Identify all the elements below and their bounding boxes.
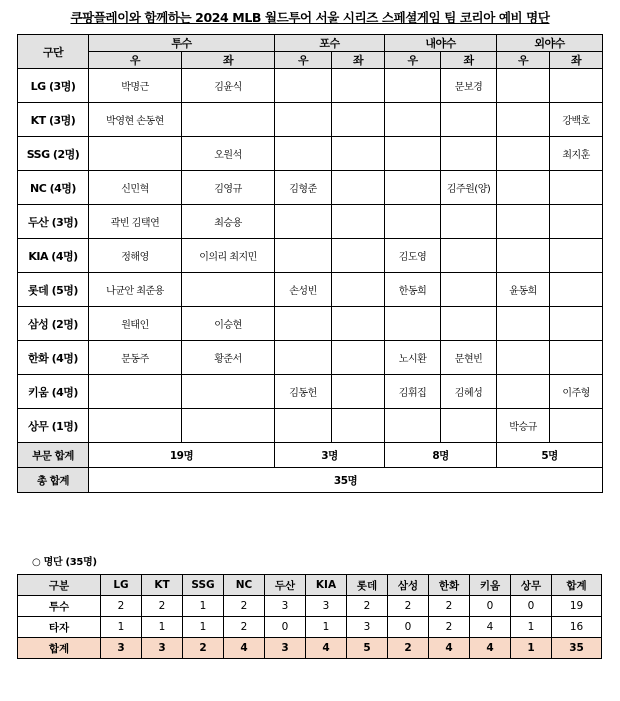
- summary-row: [18, 596, 602, 617]
- summary-value-cell: 16: [552, 617, 602, 638]
- summary-header-cell: LG: [101, 575, 142, 596]
- player-cell: [497, 375, 550, 409]
- document-title: 쿠팡플레이와 함께하는 2024 MLB 월드투어 서울 시리즈 스페셜게임 팀 코리아 예비 명단: [70, 10, 550, 25]
- team-name: 삼성 (2명): [18, 307, 89, 341]
- summary-value-cell: 0: [388, 617, 429, 638]
- header-infield-right: 우: [385, 52, 441, 69]
- roster-row: [18, 69, 603, 103]
- player-cell: [89, 409, 182, 443]
- summary-row-label: 타자: [18, 617, 101, 638]
- player-cell: [182, 375, 275, 409]
- roster-row: [18, 137, 603, 171]
- player-cell: 문동주: [89, 341, 182, 375]
- player-cell: [550, 205, 603, 239]
- summary-value-cell: 3: [347, 617, 388, 638]
- player-cell: [275, 409, 332, 443]
- player-cell: 한동희: [385, 273, 441, 307]
- player-cell: [441, 307, 497, 341]
- summary-value-cell: 4: [470, 617, 511, 638]
- header-outfield-left: 좌: [550, 52, 603, 69]
- player-cell: [497, 171, 550, 205]
- roster-table: [17, 34, 603, 493]
- player-cell: [441, 103, 497, 137]
- team-name: 롯데 (5명): [18, 273, 89, 307]
- roster-row: [18, 171, 603, 205]
- player-cell: [275, 205, 332, 239]
- header-pitcher: 투수: [89, 35, 275, 52]
- summary-header-cell: 두산: [265, 575, 306, 596]
- player-cell: 신민혁: [89, 171, 182, 205]
- summary-value-cell: 3: [265, 596, 306, 617]
- header-catcher: 포수: [275, 35, 385, 52]
- summary-value-cell: 3: [142, 638, 183, 659]
- team-name: KIA (4명): [18, 239, 89, 273]
- player-cell: [550, 171, 603, 205]
- roster-row: [18, 239, 603, 273]
- total-value: 35명: [89, 468, 603, 493]
- summary-header-cell: SSG: [183, 575, 224, 596]
- team-name: SSG (2명): [18, 137, 89, 171]
- summary-value-cell: 1: [511, 638, 552, 659]
- team-name: LG (3명): [18, 69, 89, 103]
- player-cell: [385, 205, 441, 239]
- header-outfield-right: 우: [497, 52, 550, 69]
- subtotal-infield: 8명: [385, 443, 497, 468]
- summary-value-cell: 2: [388, 638, 429, 659]
- player-cell: 문현빈: [441, 341, 497, 375]
- player-cell: 원태인: [89, 307, 182, 341]
- summary-value-cell: 4: [470, 638, 511, 659]
- player-cell: 김동헌: [275, 375, 332, 409]
- player-cell: [332, 341, 385, 375]
- summary-row: [18, 638, 602, 659]
- subtotal-pitcher: 19명: [89, 443, 275, 468]
- team-name: 상무 (1명): [18, 409, 89, 443]
- summary-header-cell: KT: [142, 575, 183, 596]
- subtotal-label: 부문 합계: [18, 443, 89, 468]
- player-cell: [332, 273, 385, 307]
- player-cell: 강백호: [550, 103, 603, 137]
- player-cell: [550, 69, 603, 103]
- summary-value-cell: 19: [552, 596, 602, 617]
- team-name: 한화 (4명): [18, 341, 89, 375]
- player-cell: [332, 409, 385, 443]
- player-cell: 나균안 최준용: [89, 273, 182, 307]
- player-cell: 박영현 손동현: [89, 103, 182, 137]
- player-cell: [332, 103, 385, 137]
- summary-value-cell: 4: [306, 638, 347, 659]
- summary-row-label: 합계: [18, 638, 101, 659]
- player-cell: 오원석: [182, 137, 275, 171]
- player-cell: [441, 273, 497, 307]
- roster-row: [18, 341, 603, 375]
- subtotal-catcher: 3명: [275, 443, 385, 468]
- header-pitcher-right: 우: [89, 52, 182, 69]
- player-cell: [385, 409, 441, 443]
- summary-value-cell: 1: [183, 617, 224, 638]
- player-cell: 김혜성: [441, 375, 497, 409]
- summary-value-cell: 0: [265, 617, 306, 638]
- summary-value-cell: 3: [265, 638, 306, 659]
- summary-value-cell: 4: [429, 638, 470, 659]
- player-cell: [497, 69, 550, 103]
- summary-row: [18, 617, 602, 638]
- player-cell: [385, 307, 441, 341]
- player-cell: 정해영: [89, 239, 182, 273]
- player-cell: 김윤식: [182, 69, 275, 103]
- player-cell: 박승규: [497, 409, 550, 443]
- summary-value-cell: 0: [511, 596, 552, 617]
- player-cell: [550, 341, 603, 375]
- player-cell: [550, 307, 603, 341]
- player-cell: [441, 409, 497, 443]
- player-cell: 이의리 최지민: [182, 239, 275, 273]
- player-cell: [497, 341, 550, 375]
- summary-value-cell: 1: [183, 596, 224, 617]
- summary-value-cell: 2: [142, 596, 183, 617]
- team-name: 키움 (4명): [18, 375, 89, 409]
- player-cell: 박명근: [89, 69, 182, 103]
- header-outfield: 외야수: [497, 35, 603, 52]
- player-cell: [441, 239, 497, 273]
- player-cell: [182, 409, 275, 443]
- summary-value-cell: 3: [306, 596, 347, 617]
- team-name: KT (3명): [18, 103, 89, 137]
- player-cell: 김형준: [275, 171, 332, 205]
- roster-row: [18, 273, 603, 307]
- player-cell: 김도영: [385, 239, 441, 273]
- summary-row-label: 투수: [18, 596, 101, 617]
- player-cell: [89, 137, 182, 171]
- player-cell: [332, 375, 385, 409]
- summary-value-cell: 35: [552, 638, 602, 659]
- player-cell: [550, 409, 603, 443]
- summary-value-cell: 2: [429, 617, 470, 638]
- player-cell: 이승현: [182, 307, 275, 341]
- summary-value-cell: 2: [101, 596, 142, 617]
- player-cell: [385, 171, 441, 205]
- summary-value-cell: 1: [511, 617, 552, 638]
- roster-row: [18, 307, 603, 341]
- player-cell: [385, 137, 441, 171]
- summary-header-cell: 롯데: [347, 575, 388, 596]
- player-cell: [385, 69, 441, 103]
- player-cell: [441, 137, 497, 171]
- player-cell: [182, 273, 275, 307]
- summary-value-cell: 5: [347, 638, 388, 659]
- header-infield: 내야수: [385, 35, 497, 52]
- header-team: 구단: [18, 35, 89, 69]
- player-cell: [332, 137, 385, 171]
- summary-value-cell: 4: [224, 638, 265, 659]
- player-cell: [385, 103, 441, 137]
- player-cell: [497, 307, 550, 341]
- summary-value-cell: 0: [470, 596, 511, 617]
- header-infield-left: 좌: [441, 52, 497, 69]
- player-cell: [332, 205, 385, 239]
- player-cell: [497, 205, 550, 239]
- player-cell: [89, 375, 182, 409]
- player-cell: [275, 341, 332, 375]
- player-cell: 최지훈: [550, 137, 603, 171]
- summary-value-cell: 2: [388, 596, 429, 617]
- summary-header-cell: 구분: [18, 575, 101, 596]
- roster-row: [18, 205, 603, 239]
- player-cell: [441, 205, 497, 239]
- player-cell: [332, 171, 385, 205]
- summary-header-cell: 키움: [470, 575, 511, 596]
- player-cell: [275, 307, 332, 341]
- summary-value-cell: 2: [347, 596, 388, 617]
- player-cell: 김휘집: [385, 375, 441, 409]
- roster-row: [18, 409, 603, 443]
- player-cell: [550, 239, 603, 273]
- team-name: 두산 (3명): [18, 205, 89, 239]
- summary-header-cell: 삼성: [388, 575, 429, 596]
- summary-header-cell: KIA: [306, 575, 347, 596]
- player-cell: 문보경: [441, 69, 497, 103]
- player-cell: 윤동희: [497, 273, 550, 307]
- summary-header-cell: 한화: [429, 575, 470, 596]
- player-cell: 이주형: [550, 375, 603, 409]
- summary-header-cell: 상무: [511, 575, 552, 596]
- roster-row: [18, 103, 603, 137]
- total-label: 총 합계: [18, 468, 89, 493]
- player-cell: [497, 103, 550, 137]
- player-cell: 곽빈 김택연: [89, 205, 182, 239]
- summary-value-cell: 1: [101, 617, 142, 638]
- player-cell: [497, 137, 550, 171]
- summary-value-cell: 3: [101, 638, 142, 659]
- summary-header-cell: NC: [224, 575, 265, 596]
- player-cell: [497, 239, 550, 273]
- player-cell: [332, 307, 385, 341]
- summary-value-cell: 1: [306, 617, 347, 638]
- team-name: NC (4명): [18, 171, 89, 205]
- player-cell: 노시환: [385, 341, 441, 375]
- player-cell: [550, 273, 603, 307]
- player-cell: [275, 137, 332, 171]
- summary-value-cell: 2: [224, 596, 265, 617]
- header-catcher-left: 좌: [332, 52, 385, 69]
- summary-subtitle: ○ 명단 (35명): [32, 557, 97, 568]
- summary-value-cell: 2: [224, 617, 265, 638]
- player-cell: [275, 103, 332, 137]
- summary-value-cell: 2: [429, 596, 470, 617]
- header-catcher-right: 우: [275, 52, 332, 69]
- summary-table: [17, 574, 602, 659]
- player-cell: 김영규: [182, 171, 275, 205]
- summary-header-cell: 합계: [552, 575, 602, 596]
- player-cell: [332, 239, 385, 273]
- subtotal-outfield: 5명: [497, 443, 603, 468]
- header-pitcher-left: 좌: [182, 52, 275, 69]
- roster-row: [18, 375, 603, 409]
- player-cell: 김주원(양): [441, 171, 497, 205]
- player-cell: 최승용: [182, 205, 275, 239]
- player-cell: [182, 103, 275, 137]
- player-cell: [275, 69, 332, 103]
- player-cell: [332, 69, 385, 103]
- summary-value-cell: 2: [183, 638, 224, 659]
- player-cell: 손성빈: [275, 273, 332, 307]
- player-cell: 황준서: [182, 341, 275, 375]
- summary-value-cell: 1: [142, 617, 183, 638]
- player-cell: [275, 239, 332, 273]
